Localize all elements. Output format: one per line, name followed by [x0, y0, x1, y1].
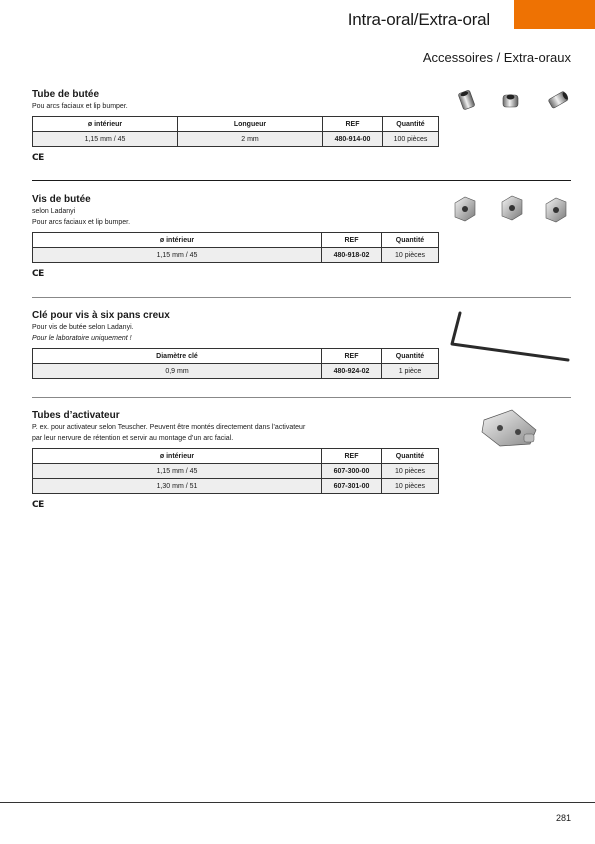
col-header: REF: [322, 349, 382, 364]
table-cell: 1,30 mm / 51: [33, 479, 322, 494]
product-title: Clé pour vis à six pans creux: [32, 310, 170, 321]
product-description: Pour arcs faciaux et lip bumper.: [32, 219, 131, 226]
table-row: [33, 364, 439, 379]
table-cell: 10 pièces: [382, 479, 439, 494]
section-divider: [32, 297, 571, 298]
table-cell: 1,15 mm / 45: [33, 464, 322, 479]
table-cell-ref: 480-924-02: [322, 364, 382, 379]
product-note: Pour le laboratoire uniquement !: [32, 335, 132, 342]
table-cell: 1,15 mm / 45: [33, 132, 178, 147]
table-cell: 1,15 mm / 45: [33, 248, 322, 263]
table-header-row: [33, 349, 439, 364]
section-divider: [32, 397, 571, 398]
product-table: [32, 116, 439, 147]
section-divider: [32, 180, 571, 181]
vis-butee-product-image: [448, 193, 573, 225]
ce-mark: CE: [32, 153, 44, 163]
table-row: [33, 248, 439, 263]
table-cell: 1 pièce: [382, 364, 439, 379]
col-header: Quantité: [383, 117, 439, 132]
product-title: Tubes d’activateur: [32, 410, 120, 421]
table-cell: 100 pièces: [383, 132, 439, 147]
page-subtitle: Accessoires / Extra-oraux: [422, 50, 571, 65]
table-cell-ref: 607-300-00: [322, 464, 382, 479]
page-number: 281: [555, 813, 571, 823]
table-cell-ref: 480-914-00: [323, 132, 383, 147]
product-table: [32, 448, 439, 494]
product-description: selon Ladanyi: [32, 208, 76, 215]
tube-butee-product-image: [448, 88, 573, 120]
table-row: [33, 132, 439, 147]
col-header: ø intérieur: [33, 449, 322, 464]
table-cell: 10 pièces: [382, 248, 439, 263]
page-title: Intra-oral/Extra-oral: [347, 10, 490, 29]
product-description: par leur nervure de rétention et servir au montage d’un arc facial.: [32, 435, 234, 442]
table-row: [33, 479, 439, 494]
col-header: REF: [322, 233, 382, 248]
ce-mark: CE: [32, 269, 44, 279]
section-color-tab: [514, 0, 595, 29]
product-description: Pou arcs faciaux et lip bumper.: [32, 103, 128, 110]
table-row: [33, 464, 439, 479]
table-cell: 10 pièces: [382, 464, 439, 479]
product-description: P. ex. pour activateur selon Teuscher. Peuvent être montés directement dans l’activateur: [32, 424, 306, 431]
product-table: [32, 348, 439, 379]
table-cell: 2 mm: [178, 132, 323, 147]
table-cell-ref: 607-301-00: [322, 479, 382, 494]
product-table: [32, 232, 439, 263]
col-header: Quantité: [382, 233, 439, 248]
col-header: Longueur: [178, 117, 323, 132]
col-header: REF: [323, 117, 383, 132]
table-header-row: [33, 449, 439, 464]
ce-mark: CE: [32, 500, 44, 510]
col-header: REF: [322, 449, 382, 464]
hex-key-product-image: [448, 308, 573, 364]
product-title: Vis de butée: [32, 194, 91, 205]
table-cell-ref: 480-918-02: [322, 248, 382, 263]
product-description: Pour vis de butée selon Ladanyi.: [32, 324, 134, 331]
table-cell: 0,9 mm: [33, 364, 322, 379]
col-header: ø intérieur: [33, 117, 178, 132]
col-header: Quantité: [382, 349, 439, 364]
footer-divider: [0, 802, 595, 803]
table-header-row: [33, 233, 439, 248]
activator-tube-product-image: [478, 408, 543, 450]
col-header: Diamètre clé: [33, 349, 322, 364]
table-header-row: [33, 117, 439, 132]
product-title: Tube de butée: [32, 89, 100, 100]
col-header: ø intérieur: [33, 233, 322, 248]
col-header: Quantité: [382, 449, 439, 464]
